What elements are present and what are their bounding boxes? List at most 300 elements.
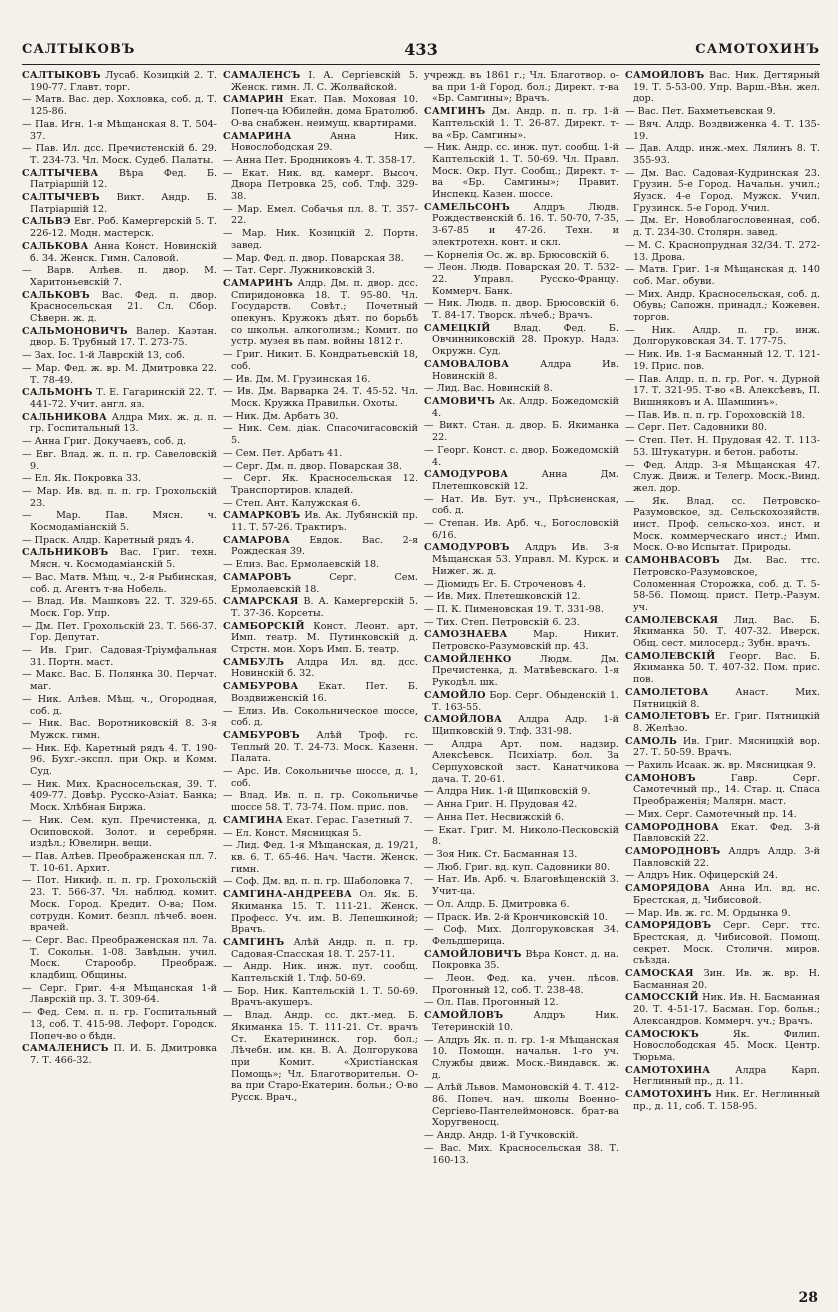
entry-details: Конст. Леонт. арт. Имп. театр. М. Путинковскій д. Стрстн. мон. Хоръ Имп. Б. театр. <box>231 620 418 656</box>
directory-entry <box>223 596 418 619</box>
entry-details: — Алдръ Як. п. п. гр. 1-я Мѣщанская 10. Помощн. начальн. 1-го уч. Службы движ. Моск.-Виндавск. ж. д. <box>424 1034 619 1081</box>
entry-details: Вас. Фед. п. двор. Красносельская 21. Сл. Сбор. Сѣверн. ж. д. <box>30 289 217 325</box>
entry-details: — Вас. Пет. Бахметьевская 9. <box>625 106 776 118</box>
entry-details: — Григ. Никит. Б. Кондратьевскій 18, соб. <box>223 349 418 372</box>
entry-surname: САМОДУРОВА <box>424 469 509 481</box>
entry-details: — Пав. Ил. дсс. Пречистенскій б. 29. Т. 234-73. Чл. Моск. Судеб. Палаты. <box>22 143 217 166</box>
directory-entry <box>625 736 820 759</box>
entry-surname: САМАРИН <box>223 94 284 106</box>
directory-entry <box>22 192 217 215</box>
entry-details: — Соф. Мих. Долгоруковская 34. Фельдшерица. <box>424 924 619 947</box>
directory-entry <box>424 714 619 737</box>
directory-entry <box>223 498 418 510</box>
directory-entry <box>424 786 619 798</box>
entry-details: — Ел. Як. Покровка 33. <box>22 473 142 485</box>
entry-details: Алдра Мих. ж. д. п. гр. Госпитальный 13. <box>30 411 217 435</box>
entry-surname: САМОРЯДОВА <box>625 883 710 895</box>
entry-surname: САМОЛЕТОВЪ <box>625 711 711 723</box>
entry-surname: САЛЬМОНЪ <box>22 387 93 399</box>
directory-entry <box>223 253 418 265</box>
directory-entry <box>625 422 820 434</box>
directory-entry <box>223 386 418 409</box>
directory-entry <box>625 374 820 409</box>
directory-entry <box>625 555 820 614</box>
entry-details: — Степ. Ант. Калужская 6. <box>223 497 361 509</box>
entry-details: — Пот. Никиф. п. п. гр. Грохольскій 23. Т. 566-37. Чл. наблюд. комит. Моск. Город. Кредит. О-ва; Пом. сотрудн. Комит. безпл. лѣчеб. воен. врачей. <box>22 875 217 934</box>
entry-surname: САМОЙЛОВА <box>424 714 503 726</box>
column-3 <box>424 70 619 1288</box>
directory-entry <box>424 579 619 591</box>
directory-entry <box>22 621 217 644</box>
column-4 <box>625 70 820 1288</box>
directory-entry <box>625 215 820 238</box>
directory-entry <box>625 168 820 215</box>
entry-details: — Анна Пет. Бродниковъ 4. Т. 358-17. <box>223 154 416 166</box>
directory-entry <box>625 651 820 686</box>
entry-details: — Степ. Пет. Н. Прудовая 42. Т. 113-53. Штукатурн. и бетон. работы. <box>625 435 820 458</box>
entry-details: Влад. Фед. Б. Овчинниковскій 28. Прокур. Надз. Окружн. Суд. <box>432 322 619 358</box>
directory-entry <box>424 799 619 811</box>
directory-entry <box>424 849 619 861</box>
directory-entry <box>22 1007 217 1042</box>
entry-surname: САМОЗНАЕВА <box>424 629 508 641</box>
directory-entry <box>223 155 418 167</box>
entry-details: — Мар. Ив. вд. п. п. гр. Грохольскій 23. <box>22 485 217 509</box>
entry-details: — Ив. Мих. Плетешковскій 12. <box>424 591 581 603</box>
entry-details: — Ник. Ив. 1-я Басманный 12. Т. 121-19. Прис. пов. <box>625 349 820 372</box>
entry-details: — Андр. Ник. инж. пут. сообщ. Каптельскій 1. Тлф. 50-69. <box>223 961 418 985</box>
directory-entry <box>424 1010 619 1033</box>
directory-entry <box>22 412 217 435</box>
entry-surname: САМЕЛЬСОНЪ <box>424 201 511 213</box>
entry-details: Дм. Андр. п. п. гр. 1-й Каптельскій 1. Т. 26-87. Директ. т-ва «Бр. Самгины». <box>432 106 619 141</box>
directory-entry <box>223 70 418 93</box>
entry-details: Ол. Як. Б. Якиманка 15. Т. 111-21. Женск. Професс. Уч. им. В. Лепешкиной; Врачъ. <box>231 889 418 936</box>
entry-details: — Серг. Григ. 4-я Мѣщанская 1-й Лаврскій пр. 3. Т. 309-64. <box>22 982 217 1006</box>
entry-details: Ник. Ив. Н. Басманная 20. Т. 4-51-17. Басман. Гор. больн.; Александров. Коммерч. уч.; Врачъ. <box>633 992 820 1027</box>
entry-surname: САМОТОХИНЪ <box>625 1089 712 1101</box>
entry-details: — Ник. Сем. куп. Пречистенка, д. Осиповской. Золот. и серебрян. издѣл.; Ювелирн. вещи. <box>22 814 217 850</box>
entry-details: — Мар. Ник. Козицкій 2. Портн. завед. <box>223 228 418 251</box>
directory-entry <box>22 94 217 117</box>
entry-details: Бор. Серг. Обыденскій 1. Т. 163-55. <box>432 689 619 713</box>
entry-surname: САМОРОДНОВЪ <box>625 846 721 857</box>
entry-details: — Мар. Фед. ж. вр. М. Дмитровка 22. Т. 78-49. <box>22 362 217 386</box>
entry-surname: САМБУЛЪ <box>223 656 285 668</box>
entry-details: — Матв. Григ. 1-я Мѣщанская д. 140 соб. Маг. обуви. <box>625 264 820 287</box>
directory-entry <box>22 326 217 349</box>
entry-surname: САЛЬНИКОВЪ <box>22 547 109 559</box>
entry-surname: САМОВАЛОВА <box>424 358 510 370</box>
directory-entry <box>22 168 217 191</box>
entry-surname: САМОЙЛОВЪ <box>424 1010 504 1022</box>
directory-entry <box>223 986 418 1009</box>
entry-details: Анна Ник. Новослободская 29. <box>231 130 418 154</box>
directory-entry <box>22 694 217 717</box>
directory-entry <box>625 687 820 710</box>
signature-number: 28 <box>798 1290 818 1306</box>
directory-entry <box>625 908 820 920</box>
directory-entry <box>424 298 619 321</box>
directory-entry <box>424 654 619 689</box>
directory-entry <box>424 604 619 616</box>
directory-entry <box>223 168 418 203</box>
directory-entry <box>223 889 418 936</box>
entry-details: — Георг. Конст. с. двор. Божедомскій 4. <box>424 444 619 468</box>
entry-details: Дм. Вас. ттс. Петровско-Разумовское, Соломенная Сторожка, соб. д. Т. 5-58-56. Помощ. прист. Петр.-Разум. уч. <box>633 555 820 613</box>
entry-details: — Як. Влад. сс. Петровско-Разумовское, зд. Сельскохозяйств. инст. Проф. сельско-хоз. инст. и Моск. коммерческаго инст.; Имп. Моск. О-во Испытат. Природы. <box>625 495 820 554</box>
directory-entry <box>424 396 619 419</box>
directory-entry <box>223 374 418 386</box>
directory-entry <box>424 542 619 577</box>
directory-entry <box>424 494 619 517</box>
entry-details: Вас. Ник. Дегтярный 19. Т. 5-53-00. Упр. Варш.-Вѣн. жел. дор. <box>633 70 820 105</box>
entry-details: — Мар. Ив. ж. гс. М. Ордынка 9. <box>625 907 791 919</box>
directory-entry <box>22 265 217 288</box>
entry-surname: САМБУРОВА <box>223 681 299 693</box>
entry-surname: САМОЙЛО <box>424 689 486 701</box>
entry-details: — Люб. Григ. вд. куп. Садовники 80. <box>424 861 611 873</box>
entry-details: — Дм. Ег. Новоблагословенная, соб. д. Т. 234-30. Столярн. завед. <box>625 215 820 239</box>
directory-entry <box>22 983 217 1006</box>
entry-details: — Мих. Андр. Красносельская, соб. д. Обувь; Сапожн. принадл.; Кожевен. торгов. <box>625 288 820 324</box>
directory-entry <box>22 350 217 362</box>
entry-details: Алдра Ив. Новинскій 8. <box>432 358 619 382</box>
directory-entry <box>223 559 418 571</box>
entry-details: — Ник. Андр. сс. инж. пут. сообщ. 1-й Каптельскій 1. Т. 50-69. Чл. Правл. Моск. Окр. Пут. Сообщ.; Директ. т-ва «Бр. Самгины»; Правит. Инспекц. Казен. шоссе. <box>424 142 619 201</box>
directory-entry <box>625 349 820 372</box>
entry-surname: САМБУРОВЪ <box>223 729 300 741</box>
entry-details: В. А. Камергерскій 5. Т. 37-36. Корсеты. <box>231 596 418 619</box>
directory-entry <box>424 949 619 972</box>
directory-entry <box>223 790 418 813</box>
directory-entry <box>625 711 820 734</box>
entry-surname: САМГИНА <box>223 814 284 826</box>
entry-details: — Нат. Ив. Арб. ч. Благовѣщенскій 3. Учит-ца. <box>424 874 619 898</box>
entry-details: Алдра Адр. 1-й Щипковскій 9. Тлф. 331-98. <box>432 714 619 737</box>
entry-surname: САМАРИНЪ <box>223 277 294 289</box>
entry-details: — Вас. Матв. Мѣщ. ч., 2-я Рыбинская, соб. д. Агентъ т-ва Нобель. <box>22 571 217 595</box>
header-left-running-name: САЛТЫКОВЪ <box>22 42 136 57</box>
entry-details: — Екат. Ник. вд. камерг. Высоч. Двора Петровка 25, соб. Тлф. 329-38. <box>223 167 418 203</box>
entry-details: — Пав. Алѣев. Преображенская пл. 7. Т. 10-61. Архит. <box>22 851 217 874</box>
entry-details: — Сем. Пет. Арбатъ 41. <box>223 447 343 459</box>
directory-entry <box>424 1143 619 1166</box>
directory-entry <box>424 874 619 897</box>
entry-details: — Соф. Дм. вд. п. п. гр. Шаболовка 7. <box>223 876 413 888</box>
directory-entry <box>424 420 619 443</box>
directory-entry <box>625 70 820 105</box>
directory-entry <box>625 883 820 906</box>
directory-entry <box>223 228 418 251</box>
entry-details: Ив. Григ. Мясницкій вор. 27. Т. 50-59. Врачъ. <box>633 735 820 759</box>
directory-entry <box>22 875 217 934</box>
directory-entry <box>625 460 820 495</box>
directory-entry <box>424 812 619 824</box>
entry-details: — Ник. Алдр. п. гр. инж. Долгоруковская 34. Т. 177-75. <box>625 324 820 348</box>
entry-details: — Ник. Вас. Воротниковскій 8. 3-я Мужск. гимн. <box>22 718 217 741</box>
entry-details: Ег. Григ. Пятницкій 8. Желѣзо. <box>633 711 820 734</box>
directory-entry <box>424 690 619 713</box>
directory-entry <box>22 473 217 485</box>
entry-surname: САМАРОВА <box>223 534 290 546</box>
entry-details: — Ник. Людв. п. двор. Брюсовскій 6. Т. 84-17. Творск. лѣчеб.; Врачъ. <box>424 298 619 322</box>
directory-entry <box>22 547 217 570</box>
entry-details: Алдръ Ив. 3-я Мѣщанская 53. Управл. М. Курск. и Нижег. ж. д. <box>432 542 619 577</box>
directory-entry <box>22 779 217 814</box>
directory-entry <box>424 262 619 297</box>
entry-details: — Серг. Вас. Преображенская пл. 7а. Т. Сокольн. 1-08. Завѣдын. учил. Моск. Старообр. Преображ. кладбищ. Общины. <box>22 934 217 982</box>
directory-entry <box>424 862 619 874</box>
entry-details: — Екат. Григ. М. Николо-Песковскій 8. <box>424 824 619 848</box>
directory-entry <box>424 359 619 382</box>
directory-entry <box>22 436 217 448</box>
entry-details: — Влад. Ив. п. п. гр. Сокольничье шоссе 58. Т. 73-74. Пом. прис. пов. <box>223 790 418 814</box>
entry-surname: САМОСКАЯ <box>625 968 694 980</box>
directory-entry <box>223 876 418 888</box>
entry-surname: САМОЛЕТОВА <box>625 686 709 698</box>
directory-entry <box>424 973 619 996</box>
entry-details: — Пав. Ив. п. п. гр. Гороховскій 18. <box>625 409 806 421</box>
directory-entry <box>625 1029 820 1064</box>
entry-details: Анна Ил. вд. нс. Брестская, д. Чибисовой. <box>633 883 820 906</box>
entry-details: Ник. Ег. Неглинный пр., д. 11, соб. Т. 158-95. <box>633 1089 820 1112</box>
page-header <box>22 40 820 65</box>
entry-details: — Зоя Ник. Ст. Басманная 13. <box>424 849 578 860</box>
entry-details: Серг. Сем. Ермолаевскій 18. <box>231 571 418 595</box>
entry-details: — Ник. Алѣев. Мѣщ. ч., Огородная, соб. д. <box>22 693 217 717</box>
directory-entry <box>223 94 418 129</box>
directory-entry <box>625 240 820 263</box>
entry-details: Екат. Фед. 3-й Павловскій 22. <box>633 821 820 845</box>
entry-details: — Тат. Серг. Лужниковскій 3. <box>223 265 375 277</box>
directory-entry <box>22 290 217 325</box>
entry-details: — Ив. Дм. М. Грузинская 16. <box>223 373 371 385</box>
entry-details: — Макс. Вас. Б. Полянка 30. Перчат. маг. <box>22 669 217 693</box>
directory-entry <box>625 119 820 142</box>
entry-details: — Ник. Сем. діак. Спасочигасовскій 5. <box>223 423 418 447</box>
directory-entry <box>22 1043 217 1066</box>
entry-details: Серг. Серг. ттс. Брестская, д. Чибисовой. Помощ. секрет. Моск. Столичн. миров. съѣзда. <box>633 920 820 967</box>
directory-entry <box>424 591 619 603</box>
directory-entry <box>424 323 619 358</box>
entry-details: — Вас. Мих. Красносельская 38. Т. 160-13. <box>424 1142 619 1166</box>
directory-entry <box>223 572 418 595</box>
directory-entry <box>223 766 418 789</box>
entry-details: Анна Конст. Новинскій б. 34. Женск. Гимн. Саловой. <box>30 240 217 264</box>
directory-entry <box>223 411 418 423</box>
entry-details: Георг. Вас. Б. Якиманка 50. Т. 407-32. Пом. прис. пов. <box>633 650 820 686</box>
directory-entry <box>22 815 217 850</box>
directory-entry <box>424 250 619 262</box>
directory-entry <box>223 278 418 348</box>
directory-entry <box>625 1089 820 1112</box>
entry-surname: САМАРОВЪ <box>223 571 292 583</box>
entry-details: Екат. Пав. Моховая 10. Попеч-ца Юбилейн. дома Братолюб. О-ва снабжен. неимущ. квартирами. <box>231 94 418 129</box>
entry-surname: САМБОРСКІЙ <box>223 620 305 632</box>
entry-details: Мар. Никит. Петровско-Разумовскій пр. 43. <box>432 629 619 653</box>
page-number-header: 433 <box>404 40 438 59</box>
entry-details: — Ив. Григ. Садовая-Тріумфальная 31. Портн. маст. <box>22 645 217 668</box>
directory-entry <box>223 828 418 840</box>
entry-details: — Анна Григ. Докучаевъ, соб. д. <box>22 436 187 448</box>
entry-details: Алдръ Алдр. 3-й Павловскій 22. <box>633 846 820 869</box>
entry-details: Викт. Андр. Б. Патріаршій 12. <box>30 192 217 215</box>
entry-details: Як. Филип. Новослободская 45. Моск. Центр. Тюрьма. <box>633 1028 820 1063</box>
directory-entry <box>424 70 619 105</box>
directory-entry <box>424 518 619 541</box>
directory-entry <box>223 961 418 984</box>
entry-details: — Лид. Фед. 1-я Мѣщанская, д. 19/21, кв. 6. Т. 65-46. Нач. Частн. Женск. гимн. <box>223 840 418 875</box>
directory-entry <box>22 241 217 264</box>
entry-details: — Ник. Дм. Арбатъ 30. <box>223 410 339 422</box>
entry-details: — Дм. Вас. Садовая-Кудринская 23. Грузин. 5-е Город. Начальн. учил.; Яузск. 4-е Город. Мужск. Учил. Грузинск. 5-е Город. Учил. <box>625 167 820 214</box>
directory-entry <box>22 572 217 595</box>
entry-details: Алдръ Ник. Тетеринскій 10. <box>432 1010 619 1033</box>
entry-surname: САЛЬКОВЪ <box>22 289 90 301</box>
entry-details: Вѣра Конст. д. на. Покровка 35. <box>432 948 619 972</box>
entry-details: — Алдра Ник. 1-й Щипковскій 9. <box>424 786 591 798</box>
entry-details: — Серг. Дм. п. двор. Поварская 38. <box>223 460 402 472</box>
entry-details: Вас. Григ. техн. Мясн. ч. Космодаміанскій 5. <box>30 547 217 571</box>
directory-entry <box>223 621 418 656</box>
entry-details: — Мар. Фед. п. двор. Поварская 38. <box>223 252 404 264</box>
entry-details: Алдра Карп. Неглинный пр., д. 11. <box>633 1064 820 1088</box>
entry-details: — Серг. Як. Красносельская 12. Транспортиров. кладей. <box>223 473 418 496</box>
entry-details: Алдра Ил. вд. дсс. Новинскій б. 32. <box>231 656 418 680</box>
entry-details: Зин. Ив. ж. вр. Н. Басманная 20. <box>633 968 820 991</box>
entry-details: — Влад. Андр. сс. дкт.-мед. Б. Якиманка 15. Т. 111-21. Ст. врачъ Ст. Екатерининск. гор. бол.; Лѣчебн. им. кн. В. А. Долгорукова при Комит. «Христіанская Помощь»; Чл. Благотворительн. О-ва при Старо-Екатерин. больн.; О-во Русск. Врач., <box>223 1010 418 1104</box>
entry-details: Екат. Пет. Б. Воздвиженскій 16. <box>231 681 418 704</box>
entry-details: — Ол. Пав. Прогонный 12. <box>424 997 559 1009</box>
directory-entry <box>22 70 217 93</box>
entry-details: — Вяч. Алдр. Воздвиженка 4. Т. 135-19. <box>625 118 820 142</box>
column-2 <box>223 70 418 1288</box>
entry-details: — Лид. Вас. Новинскій 8. <box>424 383 553 395</box>
entry-details: — Праск. Ив. 2-й Крончиковскій 10. <box>424 911 608 923</box>
entry-surname: САМОЙЛОВИЧЪ <box>424 948 522 960</box>
entry-details: — Андр. Андр. 1-й Гучковскій. <box>424 1130 579 1142</box>
directory-entry <box>625 992 820 1027</box>
directory-entry <box>625 264 820 287</box>
entry-details: — Тих. Степ. Петровскій 6. 23. <box>424 616 580 628</box>
directory-entry <box>625 410 820 422</box>
entry-surname: САМАРИНА <box>223 130 292 142</box>
entry-details: — П. К. Пименовская 19. Т. 331-98. <box>424 603 604 615</box>
directory-entry <box>625 1065 820 1088</box>
directory-entry <box>625 289 820 324</box>
entry-details: Алдр. Дм. п. двор. дсс. Спиридоновка 18. Т. 95-80. Чл. Государств. Совѣт.; Почетный опекунъ. Кружокъ дѣят. по борьбѣ со школьн. алкоголизм.; Комит. по устр. музея въ пам. войны 1812 г. <box>231 277 418 348</box>
entry-surname: САМОНВАСОВЪ <box>625 555 720 567</box>
entry-details: Валер. Каэтан. двор. Б. Трубный 17. Т. 273-75. <box>30 325 217 349</box>
entry-details: Алѣй Троф. гс. Теплый 20. Т. 24-73. Моск. Казенн. Палата. <box>231 729 418 765</box>
entry-surname: САМОСЮКЪ <box>625 1028 699 1040</box>
entry-details: — Мар. Пав. Мясн. ч. Космодаміанскій 5. <box>22 510 217 534</box>
directory-entry <box>625 870 820 882</box>
entry-details: — Леон. Людв. Поварская 20. Т. 532-22. Управл. Русско-Францу. Коммерч. Банк. <box>424 262 619 297</box>
entry-details: Анаст. Мих. Пятницкій 8. <box>633 686 820 710</box>
directory-entry <box>22 645 217 668</box>
entry-details: — Анна Пет. Несвижскій 6. <box>424 811 564 823</box>
directory-entry <box>424 617 619 629</box>
entry-details: — Діомидъ Ег. Б. Строченовъ 4. <box>424 578 586 590</box>
entry-details: — Алдра Арт. пом. надзир. Алексѣевск. Психіатр. бол. За Серпуховской заст. Канатчикова дача. Т. 20-61. <box>424 738 619 785</box>
entry-surname: САМГИНЪ <box>424 106 486 118</box>
entry-surname: САЛТЫЧЕВЪ <box>22 192 100 204</box>
entry-details: Екат. Герас. Газетный 7. <box>286 814 413 826</box>
directory-entry <box>223 815 418 827</box>
directory-entry <box>625 615 820 650</box>
entry-details: Евдок. Вас. 2-я Рождеская 39. <box>231 534 418 558</box>
entry-details: — Ол. Алдр. Б. Дмитровка 6. <box>424 898 570 910</box>
entry-details: — Фед. Алдр. 3-я Мѣщанская 47. Служ. Движ. и Телегр. Моск.-Винд. жел. дор. <box>625 459 820 494</box>
entry-details: Лусаб. Козицкій 2. Т. 190-77. Главт. торг. <box>30 70 217 93</box>
entry-surname: САМОЛЬ <box>625 735 678 747</box>
directory-entry <box>424 1035 619 1082</box>
entry-surname: САМОЛЕВСКАЯ <box>625 614 719 626</box>
entry-details: — Серг. Пет. Садовники 80. <box>625 422 768 434</box>
directory-entry <box>22 143 217 166</box>
directory-entry <box>625 773 820 808</box>
entry-details: — Ел. Конст. Мясницкая 5. <box>223 827 362 839</box>
directory-entry <box>223 937 418 960</box>
directory-entry <box>424 202 619 249</box>
directory-entry <box>424 106 619 141</box>
entry-surname: САМАРКОВЪ <box>223 510 301 522</box>
entry-surname: САМОССКІЙ <box>625 992 699 1004</box>
entry-details: — Бор. Ник. Каптельскій 1. Т. 50-69. Врачъ-акушеръ. <box>223 985 418 1009</box>
entry-surname: САМОНОВЪ <box>625 772 696 784</box>
directory-entry <box>625 920 820 967</box>
entry-details: — Мар. Емел. Собачья пл. 8. Т. 357-22. <box>223 203 418 227</box>
entry-surname: САМГИНА-АНДРЕЕВА <box>223 889 352 901</box>
entry-details: — Елиз. Ив. Сокольническое шоссе, соб. д. <box>223 705 418 729</box>
directory-entry <box>223 131 418 154</box>
directory-entry <box>223 461 418 473</box>
entry-details: Алѣй Андр. п. п. гр. Садовая-Спасская 18. Т. 257-11. <box>231 936 418 960</box>
directory-entry <box>22 449 217 472</box>
column-1 <box>22 70 217 1288</box>
entry-surname: САМОЙЛЕНКО <box>424 653 512 665</box>
directory-entry <box>424 469 619 492</box>
directory-entry <box>223 423 418 446</box>
directory-entry <box>223 349 418 372</box>
entry-details: — Дав. Алдр. инж.-мех. Лялинъ 8. Т. 355-93. <box>625 143 820 166</box>
directory-entry <box>223 535 418 558</box>
entry-details: — Ник. Еф. Каретный рядъ 4. Т. 190-96. Бухг.-экспл. при Окр. и Комм. Суд. <box>22 742 217 778</box>
directory-entry <box>22 743 217 778</box>
entry-surname: САЛЬМОНОВИЧЪ <box>22 325 128 337</box>
entry-details: Вѣра Фед. Б. Патріаршій 12. <box>30 167 217 191</box>
entry-details: — Пав. Алдр. п. п. гр. Рог. ч. Дурной 17. Т. 321-95. Т-во «В. Алексѣевъ, П. Вишняковъ и А. Шамшинъ». <box>625 373 820 408</box>
directory-entry <box>424 825 619 848</box>
entry-details: — Ив. Дм. Варварка 24. Т. 45-52. Чл. Моск. Кружка Правильн. Охоты. <box>223 386 418 409</box>
entry-details: Алдръ Людв. Рождественскій б. 16. Т. 50-70, 7-35, 3-67-85 и 47-26. Техн. и электротехн. конт. и скл. <box>432 201 619 248</box>
entry-surname: САМОЛЕВСКІЙ <box>625 650 716 662</box>
entry-details: — Рахиль Исаак. ж. вр. Мясницкая 9. <box>625 760 817 772</box>
directory-entry <box>223 1010 418 1104</box>
directory-entry <box>223 706 418 729</box>
directory-entry <box>424 629 619 652</box>
directory-entry <box>223 510 418 533</box>
directory-entry <box>424 142 619 201</box>
entry-details: — Фед. Сем. п. п. гр. Госпитальный 13, соб. Т. 415-98. Лефорт. Городск. Попеч-во о бѣдн. <box>22 1007 217 1042</box>
columns-container <box>22 70 820 1288</box>
directory-entry <box>22 387 217 410</box>
directory-entry <box>223 204 418 227</box>
directory-entry <box>424 997 619 1009</box>
entry-details: — Пав. Игн. 1-я Мѣщанская 8. Т. 504-37. <box>22 118 217 142</box>
